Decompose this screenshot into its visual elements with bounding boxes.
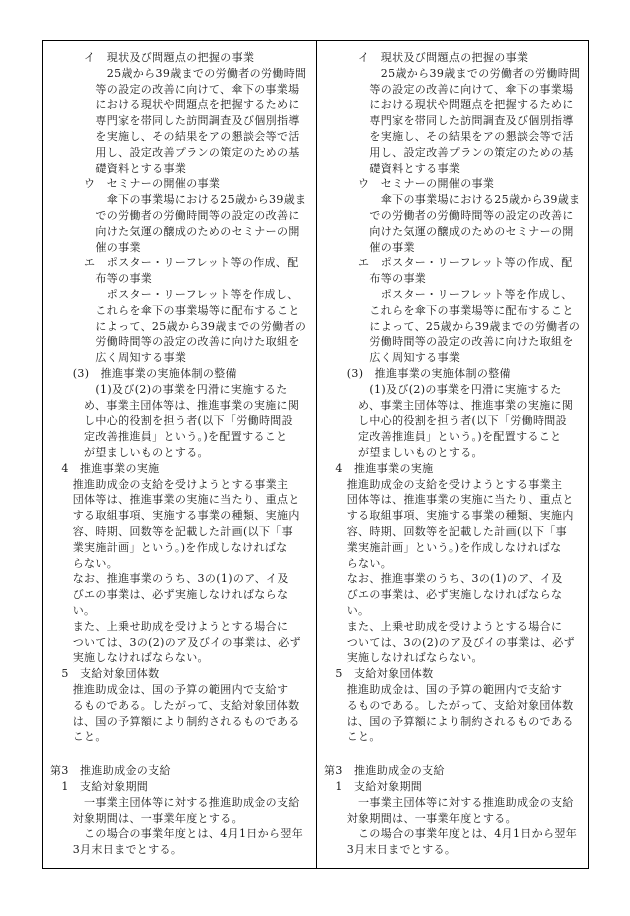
text-line: イ 現状及び問題点の把握の事業 xyxy=(324,51,529,64)
text-line: 団体等は、推進事業の実施に当たり、重点と xyxy=(324,493,574,507)
text-line: 推進助成金の支給を受けようとする事業主 xyxy=(50,477,289,491)
text-line: する取組事項、実施する事業の種類、実施内 xyxy=(324,509,574,523)
text-line: が望ましいものとする。 xyxy=(50,446,209,459)
text-line: 5 支給対象団体数 xyxy=(50,667,160,681)
text-line: 広く周知する事業 xyxy=(50,351,187,365)
text-line: 容、時期、回数等を記載した計画(以下「事 xyxy=(50,525,293,538)
text-line: い。 xyxy=(50,604,96,617)
text-line: ポスター・リーフレット等を作成し、 xyxy=(324,288,573,301)
text-line: (3) 推進事業の実施体制の整備 xyxy=(324,367,511,380)
text-line: なお、推進事業のうち、3の(1)のア、イ及 xyxy=(50,572,289,586)
text-line: 布等の事業 xyxy=(50,272,153,286)
text-line: は、国の予算額により制約されるものである xyxy=(324,714,574,728)
text-line: 第3 推進助成金の支給 xyxy=(324,764,445,778)
text-line: 傘下の事業場における25歳から39歳ま xyxy=(50,193,307,207)
text-line: を実施し、その結果をアの懇談会等で活 xyxy=(324,130,574,143)
text-line: (3) 推進事業の実施体制の整備 xyxy=(50,367,237,380)
text-line: 3月末日までとする。 xyxy=(324,843,457,857)
text-line: 一事業主団体等に対する推進助成金の支給 xyxy=(50,795,300,809)
text-line: は、国の予算額により制約されるものである xyxy=(50,714,300,728)
text-line: ついては、3の(2)のア及びイの事業は、必ず xyxy=(50,635,301,649)
text-line: によって、25歳から39歳までの労働者の xyxy=(324,319,581,333)
text-line: し中心的役割を担う者(以下「労働時間設 xyxy=(324,414,567,428)
text-line: らない。 xyxy=(50,556,119,570)
text-line: 専門家を帯同した訪問調査及び個別指導 xyxy=(324,114,574,128)
text-line: なお、推進事業のうち、3の(1)のア、イ及 xyxy=(324,572,563,586)
text-line: 傘下の事業場における25歳から39歳ま xyxy=(324,193,581,207)
comparison-table xyxy=(42,40,589,869)
text-line: こと。 xyxy=(324,730,381,744)
text-line: 等の設定の改善に向けて、傘下の事業場 xyxy=(50,82,300,96)
text-line: 定改善推進員」という。)を配置すること xyxy=(50,430,288,444)
text-line: 対象期間は、一事業年度とする。 xyxy=(324,811,517,825)
text-line: この場合の事業年度とは、4月1日から翌年 xyxy=(50,827,304,841)
text-line: るものである。したがって、支給対象団体数 xyxy=(50,698,300,712)
text-line: イ 現状及び問題点の把握の事業 xyxy=(50,51,255,64)
text-line: 実施しなければならない。 xyxy=(50,651,209,665)
text-line: 一事業主団体等に対する推進助成金の支給 xyxy=(324,795,574,809)
text-line: 等の設定の改善に向けて、傘下の事業場 xyxy=(324,82,574,96)
text-line: エ ポスター・リーフレット等の作成、配 xyxy=(324,256,573,270)
text-line: 推進助成金は、国の予算の範囲内で支給す xyxy=(50,683,289,696)
text-line: する取組事項、実施する事業の種類、実施内 xyxy=(50,509,300,523)
text-line: 業実施計画」という。)を作成しなければな xyxy=(50,540,288,554)
text-line: らない。 xyxy=(324,556,393,570)
text-line: 5 支給対象団体数 xyxy=(324,667,434,681)
text-line: い。 xyxy=(324,604,370,617)
text-line: 4 推進事業の実施 xyxy=(50,461,160,475)
text-line: 業実施計画」という。)を作成しなければな xyxy=(324,540,562,554)
text-line: 対象期間は、一事業年度とする。 xyxy=(50,811,243,825)
text-line: 1 支給対象期間 xyxy=(324,780,423,793)
text-line: 催の事業 xyxy=(324,240,415,254)
text-line: め、事業主団体等は、推進事業の実施に関 xyxy=(50,398,300,412)
text-line: 専門家を帯同した訪問調査及び個別指導 xyxy=(50,114,300,128)
text-line: びエの事業は、必ず実施しなければならな xyxy=(324,588,563,602)
text-line: 礎資料とする事業 xyxy=(50,161,187,175)
text-line: また、上乗せ助成を受けようとする場合に xyxy=(50,619,289,633)
text-line: これらを傘下の事業場等に配布すること xyxy=(50,303,300,317)
text-line: また、上乗せ助成を受けようとする場合に xyxy=(324,619,563,633)
text-line: における現状や問題点を把握するために xyxy=(50,98,300,112)
text-line: での労働者の労働時間等の設定の改善に xyxy=(50,209,300,222)
text-line: こと。 xyxy=(50,730,107,744)
text-line: 広く周知する事業 xyxy=(324,351,461,365)
text-line: によって、25歳から39歳までの労働者の xyxy=(50,319,307,333)
text-line: るものである。したがって、支給対象団体数 xyxy=(324,698,574,712)
text-line: が望ましいものとする。 xyxy=(324,446,483,459)
text-line: 向けた気運の醸成のためのセミナーの開 xyxy=(50,224,300,238)
text-line: 催の事業 xyxy=(50,240,141,254)
text-line: (1)及び(2)の事業を円滑に実施するた xyxy=(324,382,562,396)
text-line: (1)及び(2)の事業を円滑に実施するた xyxy=(50,382,288,396)
text-line: 容、時期、回数等を記載した計画(以下「事 xyxy=(324,525,567,538)
text-line: し中心的役割を担う者(以下「労働時間設 xyxy=(50,414,293,428)
text-line: め、事業主団体等は、推進事業の実施に関 xyxy=(324,398,574,412)
text-line: 布等の事業 xyxy=(324,272,427,286)
text-line: を実施し、その結果をアの懇談会等で活 xyxy=(50,130,300,143)
text-line: 労働時間等の設定の改善に向けた取組を xyxy=(324,335,574,349)
text-line: 1 支給対象期間 xyxy=(50,780,149,793)
text-line: エ ポスター・リーフレット等の作成、配 xyxy=(50,256,299,270)
text-line: 推進助成金は、国の予算の範囲内で支給す xyxy=(324,683,563,696)
text-line: この場合の事業年度とは、4月1日から翌年 xyxy=(324,827,578,841)
text-line: 4 推進事業の実施 xyxy=(324,461,434,475)
text-line: これらを傘下の事業場等に配布すること xyxy=(324,303,574,317)
text-line: ポスター・リーフレット等を作成し、 xyxy=(50,288,299,301)
text-line: 第3 推進助成金の支給 xyxy=(50,764,171,778)
text-line: ついては、3の(2)のア及びイの事業は、必ず xyxy=(324,635,575,649)
text-line: 25歳から39歳までの労働者の労働時間 xyxy=(50,66,307,80)
text-line: 3月末日までとする。 xyxy=(50,843,183,857)
text-line: での労働者の労働時間等の設定の改善に xyxy=(324,209,574,222)
text-line: における現状や問題点を把握するために xyxy=(324,98,574,112)
text-line: 用し、設定改善プランの策定のための基 xyxy=(324,145,574,159)
text-line: 用し、設定改善プランの策定のための基 xyxy=(50,145,300,159)
text-line: 礎資料とする事業 xyxy=(324,161,461,175)
text-line: 団体等は、推進事業の実施に当たり、重点と xyxy=(50,493,300,507)
column-divider xyxy=(316,41,317,868)
text-line: 向けた気運の醸成のためのセミナーの開 xyxy=(324,224,574,238)
text-line: 実施しなければならない。 xyxy=(324,651,483,665)
text-line: 労働時間等の設定の改善に向けた取組を xyxy=(50,335,300,349)
text-line: ウ セミナーの開催の事業 xyxy=(50,177,221,191)
text-line: 推進助成金の支給を受けようとする事業主 xyxy=(324,477,563,491)
text-line: びエの事業は、必ず実施しなければならな xyxy=(50,588,289,602)
text-line: 定改善推進員」という。)を配置すること xyxy=(324,430,562,444)
text-line: 25歳から39歳までの労働者の労働時間 xyxy=(324,66,581,80)
text-line: ウ セミナーの開催の事業 xyxy=(324,177,495,191)
